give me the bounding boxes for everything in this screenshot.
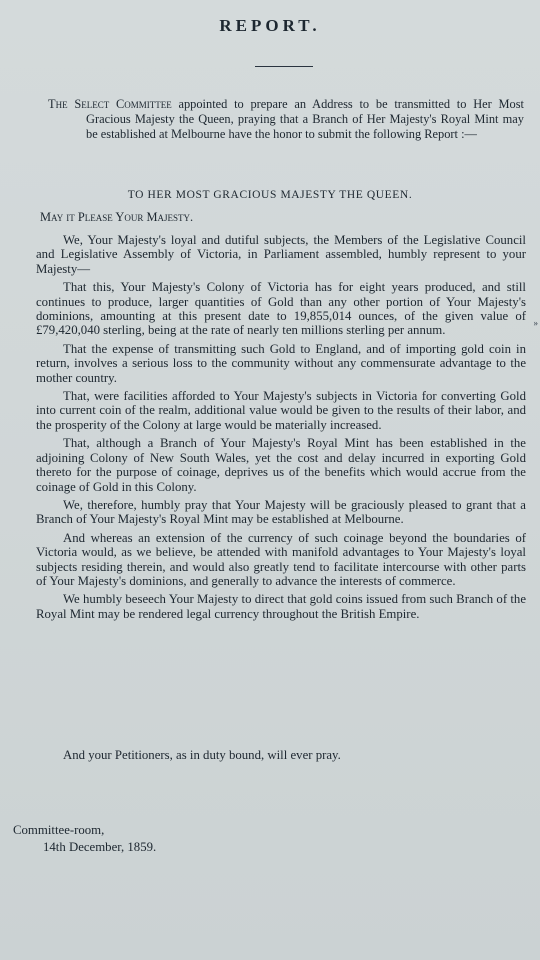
petition-body (36, 233, 526, 625)
document-title: REPORT. (219, 16, 321, 35)
intro-body: appointed to prepare an Address to be transmitted to Her Most Gracious Majesty the Queen, praying that a Branch of Her Majesty's Royal Mint may be established at Melbourne have the honor to submit the following Report :— (86, 97, 524, 141)
paragraph-8: We humbly beseech Your Majesty to direct that gold coins issued from such Branch of the Royal Mint may be rendered legal currency throughout the British Empire. (36, 592, 526, 621)
paragraph-4: That, were facilities afforded to Your Majesty's subjects in Victoria for converting Gold into current coin of the realm, additional value would be given to the results of their labor, and the prosperity of the Colony at large would be materially increased. (36, 389, 526, 432)
signoff-place: Committee-room, (13, 823, 105, 837)
intro-text (48, 97, 524, 142)
intro-lead: The Select Committee (48, 97, 172, 111)
paragraph-2: That this, Your Majesty's Colony of Victoria has for eight years produced, and still continues to produce, larger quantities of Gold than any other portion of Your Majesty's dominions, amounting at this present date to 19,855,014 ounces, of the given value of £79,420,040 sterling, being at the rate of nearly ten millions sterling per annum. (36, 280, 526, 338)
paragraph-3: That the expense of transmitting such Gold to England, and of importing gold coin in return, involves a serious loss to the community without any commensurate advantage to the mother country. (36, 341, 526, 385)
closing-text: And your Petitioners, as in duty bound, will ever pray. (63, 748, 341, 762)
addressee-heading: TO HER MOST GRACIOUS MAJESTY THE QUEEN. (127, 189, 413, 201)
signoff (13, 822, 156, 856)
signoff-date: 14th December, 1859. (43, 840, 157, 854)
salutation: May it Please Your Majesty. (40, 210, 194, 224)
paragraph-6: We, therefore, humbly pray that Your Majesty will be graciously pleased to grant that a Branch of Your Majesty's Royal Mint may be established at Melbourne. (36, 497, 526, 527)
closing-paragraph (36, 748, 526, 762)
intro-paragraph (48, 97, 524, 142)
title-divider (255, 66, 313, 67)
paragraph-7: And whereas an extension of the currency of such coinage beyond the boundaries of Victoria would, as we believe, be attended with manifold advantages to Your Majesty's loyal subjects residing therein, and would also greatly tend to facilitate intercourse with other parts of Your Majesty's dominions, and generally to advance the interests of commerce. (36, 530, 526, 588)
paragraph-1: We, Your Majesty's loyal and dutiful subjects, the Members of the Legislative Council and Legislative Assembly of Victoria, in Parliament assembled, humbly represent to your Majesty— (36, 233, 526, 276)
margin-mark: » (533, 318, 538, 328)
paragraph-5: That, although a Branch of Your Majesty's Royal Mint has been established in the adjoining Colony of New South Wales, yet the cost and delay incurred in exporting Gold thereto for the purpose of coinage, deprives us of the benefits which would accrue from the coinage of Gold in this Colony. (36, 436, 526, 494)
